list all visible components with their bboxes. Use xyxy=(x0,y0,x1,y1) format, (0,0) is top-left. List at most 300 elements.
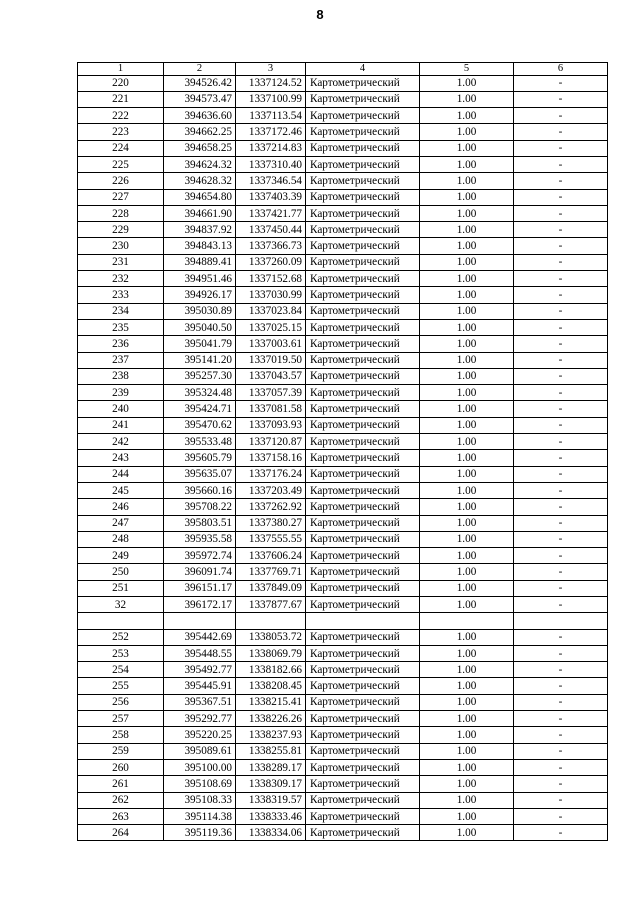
method-cell: Картометрический xyxy=(306,303,420,319)
description-cell: - xyxy=(514,385,608,401)
accuracy-cell: 1.00 xyxy=(420,222,514,238)
table-row xyxy=(78,694,608,710)
method-cell: Картометрический xyxy=(306,466,420,482)
accuracy-cell: 1.00 xyxy=(420,711,514,727)
header-cell-accuracy: 5 xyxy=(420,63,514,76)
x-coordinate-cell: 394636.60 xyxy=(164,108,236,124)
table-row xyxy=(78,417,608,433)
method-cell: Картометрический xyxy=(306,238,420,254)
x-coordinate-cell: 396091.74 xyxy=(164,564,236,580)
accuracy-cell: 1.00 xyxy=(420,75,514,91)
table-row xyxy=(78,450,608,466)
accuracy-cell: 1.00 xyxy=(420,303,514,319)
description-cell: - xyxy=(514,808,608,824)
table-row xyxy=(78,482,608,498)
accuracy-cell: 1.00 xyxy=(420,385,514,401)
x-coordinate-cell: 395445.91 xyxy=(164,678,236,694)
method-cell: Картометрический xyxy=(306,205,420,221)
description-cell: - xyxy=(514,515,608,531)
y-coordinate-cell: 1337262.92 xyxy=(236,499,306,515)
method-cell: Картометрический xyxy=(306,352,420,368)
table-row xyxy=(78,385,608,401)
accuracy-cell: 1.00 xyxy=(420,91,514,107)
method-cell: Картометрический xyxy=(306,140,420,156)
description-cell: - xyxy=(514,319,608,335)
method-cell: Картометрический xyxy=(306,597,420,613)
point-number-cell: 253 xyxy=(78,645,164,661)
y-coordinate-cell: 1338069.79 xyxy=(236,645,306,661)
point-number-cell: 227 xyxy=(78,189,164,205)
accuracy-cell: 1.00 xyxy=(420,238,514,254)
y-coordinate-cell: 1337877.67 xyxy=(236,597,306,613)
accuracy-cell: 1.00 xyxy=(420,108,514,124)
x-coordinate-cell: 394658.25 xyxy=(164,140,236,156)
point-number-cell: 252 xyxy=(78,629,164,645)
method-cell: Картометрический xyxy=(306,189,420,205)
x-coordinate-cell: 395108.69 xyxy=(164,776,236,792)
point-number-cell: 231 xyxy=(78,254,164,270)
point-number-cell: 235 xyxy=(78,319,164,335)
separator-cell xyxy=(420,613,514,629)
point-number-cell: 238 xyxy=(78,368,164,384)
point-number-cell: 245 xyxy=(78,482,164,498)
accuracy-cell: 1.00 xyxy=(420,140,514,156)
y-coordinate-cell: 1337403.39 xyxy=(236,189,306,205)
table-row xyxy=(78,759,608,775)
description-cell: - xyxy=(514,694,608,710)
table-row xyxy=(78,434,608,450)
x-coordinate-cell: 395660.16 xyxy=(164,482,236,498)
method-cell: Картометрический xyxy=(306,629,420,645)
y-coordinate-cell: 1337023.84 xyxy=(236,303,306,319)
accuracy-cell: 1.00 xyxy=(420,580,514,596)
y-coordinate-cell: 1338226.26 xyxy=(236,711,306,727)
method-cell: Картометрический xyxy=(306,173,420,189)
y-coordinate-cell: 1337421.77 xyxy=(236,205,306,221)
y-coordinate-cell: 1338255.81 xyxy=(236,743,306,759)
table-row xyxy=(78,91,608,107)
coordinates-table-body xyxy=(78,63,608,841)
description-cell: - xyxy=(514,254,608,270)
point-number-cell: 32 xyxy=(78,597,164,613)
table-row xyxy=(78,222,608,238)
point-number-cell: 255 xyxy=(78,678,164,694)
description-cell: - xyxy=(514,368,608,384)
description-cell: - xyxy=(514,352,608,368)
accuracy-cell: 1.00 xyxy=(420,662,514,678)
method-cell: Картометрический xyxy=(306,548,420,564)
y-coordinate-cell: 1337152.68 xyxy=(236,271,306,287)
y-coordinate-cell: 1337260.09 xyxy=(236,254,306,270)
method-cell: Картометрический xyxy=(306,743,420,759)
accuracy-cell: 1.00 xyxy=(420,727,514,743)
y-coordinate-cell: 1337030.99 xyxy=(236,287,306,303)
point-number-cell: 261 xyxy=(78,776,164,792)
description-cell: - xyxy=(514,776,608,792)
table-row xyxy=(78,662,608,678)
method-cell: Картометрический xyxy=(306,368,420,384)
table-row xyxy=(78,352,608,368)
method-cell: Картометрический xyxy=(306,515,420,531)
header-cell-method: 4 xyxy=(306,63,420,76)
accuracy-cell: 1.00 xyxy=(420,531,514,547)
method-cell: Картометрический xyxy=(306,336,420,352)
description-cell: - xyxy=(514,466,608,482)
method-cell: Картометрический xyxy=(306,450,420,466)
accuracy-cell: 1.00 xyxy=(420,515,514,531)
accuracy-cell: 1.00 xyxy=(420,678,514,694)
description-cell: - xyxy=(514,303,608,319)
y-coordinate-cell: 1337124.52 xyxy=(236,75,306,91)
method-cell: Картометрический xyxy=(306,222,420,238)
point-number-cell: 247 xyxy=(78,515,164,531)
x-coordinate-cell: 395089.61 xyxy=(164,743,236,759)
method-cell: Картометрический xyxy=(306,645,420,661)
method-cell: Картометрический xyxy=(306,808,420,824)
y-coordinate-cell: 1337555.55 xyxy=(236,531,306,547)
coordinates-table xyxy=(77,62,608,841)
x-coordinate-cell: 394951.46 xyxy=(164,271,236,287)
y-coordinate-cell: 1337176.24 xyxy=(236,466,306,482)
accuracy-cell: 1.00 xyxy=(420,254,514,270)
y-coordinate-cell: 1337113.54 xyxy=(236,108,306,124)
table-row xyxy=(78,319,608,335)
table-row xyxy=(78,776,608,792)
separator-cell xyxy=(306,613,420,629)
description-cell: - xyxy=(514,678,608,694)
y-coordinate-cell: 1338333.46 xyxy=(236,808,306,824)
description-cell: - xyxy=(514,727,608,743)
point-number-cell: 240 xyxy=(78,401,164,417)
description-cell: - xyxy=(514,156,608,172)
x-coordinate-cell: 394837.92 xyxy=(164,222,236,238)
method-cell: Картометрический xyxy=(306,727,420,743)
table-row xyxy=(78,189,608,205)
table-row xyxy=(78,564,608,580)
description-cell: - xyxy=(514,759,608,775)
point-number-cell: 228 xyxy=(78,205,164,221)
description-cell: - xyxy=(514,108,608,124)
accuracy-cell: 1.00 xyxy=(420,450,514,466)
y-coordinate-cell: 1338237.93 xyxy=(236,727,306,743)
x-coordinate-cell: 395470.62 xyxy=(164,417,236,433)
point-number-cell: 239 xyxy=(78,385,164,401)
table-row xyxy=(78,271,608,287)
accuracy-cell: 1.00 xyxy=(420,352,514,368)
description-cell: - xyxy=(514,662,608,678)
y-coordinate-cell: 1337310.40 xyxy=(236,156,306,172)
point-number-cell: 233 xyxy=(78,287,164,303)
y-coordinate-cell: 1337043.57 xyxy=(236,368,306,384)
method-cell: Картометрический xyxy=(306,271,420,287)
point-number-cell: 224 xyxy=(78,140,164,156)
x-coordinate-cell: 394661.90 xyxy=(164,205,236,221)
description-cell: - xyxy=(514,401,608,417)
point-number-cell: 242 xyxy=(78,434,164,450)
point-number-cell: 262 xyxy=(78,792,164,808)
y-coordinate-cell: 1337450.44 xyxy=(236,222,306,238)
point-number-cell: 249 xyxy=(78,548,164,564)
accuracy-cell: 1.00 xyxy=(420,597,514,613)
y-coordinate-cell: 1337380.27 xyxy=(236,515,306,531)
accuracy-cell: 1.00 xyxy=(420,156,514,172)
method-cell: Картометрический xyxy=(306,825,420,841)
method-cell: Картометрический xyxy=(306,319,420,335)
accuracy-cell: 1.00 xyxy=(420,401,514,417)
point-number-cell: 241 xyxy=(78,417,164,433)
accuracy-cell: 1.00 xyxy=(420,825,514,841)
y-coordinate-cell: 1337214.83 xyxy=(236,140,306,156)
y-coordinate-cell: 1338289.17 xyxy=(236,759,306,775)
table-row xyxy=(78,173,608,189)
method-cell: Картометрический xyxy=(306,254,420,270)
description-cell: - xyxy=(514,548,608,564)
method-cell: Картометрический xyxy=(306,401,420,417)
accuracy-cell: 1.00 xyxy=(420,319,514,335)
method-cell: Картометрический xyxy=(306,580,420,596)
description-cell: - xyxy=(514,75,608,91)
method-cell: Картометрический xyxy=(306,91,420,107)
accuracy-cell: 1.00 xyxy=(420,482,514,498)
table-row xyxy=(78,238,608,254)
description-cell: - xyxy=(514,711,608,727)
method-cell: Картометрический xyxy=(306,694,420,710)
point-number-cell: 220 xyxy=(78,75,164,91)
y-coordinate-cell: 1337100.99 xyxy=(236,91,306,107)
x-coordinate-cell: 396151.17 xyxy=(164,580,236,596)
method-cell: Картометрический xyxy=(306,759,420,775)
description-cell: - xyxy=(514,499,608,515)
x-coordinate-cell: 394624.32 xyxy=(164,156,236,172)
x-coordinate-cell: 394628.32 xyxy=(164,173,236,189)
table-row xyxy=(78,254,608,270)
accuracy-cell: 1.00 xyxy=(420,808,514,824)
separator-cell xyxy=(164,613,236,629)
point-number-cell: 260 xyxy=(78,759,164,775)
x-coordinate-cell: 395605.79 xyxy=(164,450,236,466)
point-number-cell: 251 xyxy=(78,580,164,596)
method-cell: Картометрический xyxy=(306,417,420,433)
x-coordinate-cell: 395448.55 xyxy=(164,645,236,661)
description-cell: - xyxy=(514,482,608,498)
accuracy-cell: 1.00 xyxy=(420,792,514,808)
x-coordinate-cell: 395041.79 xyxy=(164,336,236,352)
accuracy-cell: 1.00 xyxy=(420,564,514,580)
x-coordinate-cell: 395492.77 xyxy=(164,662,236,678)
description-cell: - xyxy=(514,124,608,140)
description-cell: - xyxy=(514,91,608,107)
point-number-cell: 232 xyxy=(78,271,164,287)
point-number-cell: 237 xyxy=(78,352,164,368)
description-cell: - xyxy=(514,580,608,596)
point-number-cell: 225 xyxy=(78,156,164,172)
table-row xyxy=(78,515,608,531)
accuracy-cell: 1.00 xyxy=(420,466,514,482)
x-coordinate-cell: 395424.71 xyxy=(164,401,236,417)
x-coordinate-cell: 395257.30 xyxy=(164,368,236,384)
x-coordinate-cell: 395935.58 xyxy=(164,531,236,547)
accuracy-cell: 1.00 xyxy=(420,434,514,450)
point-number-cell: 234 xyxy=(78,303,164,319)
method-cell: Картометрический xyxy=(306,287,420,303)
table-row xyxy=(78,401,608,417)
accuracy-cell: 1.00 xyxy=(420,189,514,205)
table-row xyxy=(78,336,608,352)
description-cell: - xyxy=(514,238,608,254)
x-coordinate-cell: 395803.51 xyxy=(164,515,236,531)
x-coordinate-cell: 395119.36 xyxy=(164,825,236,841)
description-cell: - xyxy=(514,564,608,580)
point-number-cell: 243 xyxy=(78,450,164,466)
method-cell: Картометрический xyxy=(306,385,420,401)
y-coordinate-cell: 1337081.58 xyxy=(236,401,306,417)
point-number-cell: 221 xyxy=(78,91,164,107)
table-row xyxy=(78,597,608,613)
x-coordinate-cell: 395533.48 xyxy=(164,434,236,450)
x-coordinate-cell: 395100.00 xyxy=(164,759,236,775)
table-row xyxy=(78,743,608,759)
point-number-cell: 248 xyxy=(78,531,164,547)
x-coordinate-cell: 395292.77 xyxy=(164,711,236,727)
x-coordinate-cell: 394889.41 xyxy=(164,254,236,270)
method-cell: Картометрический xyxy=(306,124,420,140)
y-coordinate-cell: 1337606.24 xyxy=(236,548,306,564)
y-coordinate-cell: 1337120.87 xyxy=(236,434,306,450)
description-cell: - xyxy=(514,825,608,841)
y-coordinate-cell: 1337158.16 xyxy=(236,450,306,466)
y-coordinate-cell: 1337849.09 xyxy=(236,580,306,596)
y-coordinate-cell: 1337093.93 xyxy=(236,417,306,433)
separator-cell xyxy=(236,613,306,629)
description-cell: - xyxy=(514,189,608,205)
table-row xyxy=(78,287,608,303)
x-coordinate-cell: 394654.80 xyxy=(164,189,236,205)
y-coordinate-cell: 1337366.73 xyxy=(236,238,306,254)
accuracy-cell: 1.00 xyxy=(420,368,514,384)
method-cell: Картометрический xyxy=(306,792,420,808)
separator-cell xyxy=(514,613,608,629)
description-cell: - xyxy=(514,531,608,547)
table-row xyxy=(78,75,608,91)
header-cell-x: 2 xyxy=(164,63,236,76)
accuracy-cell: 1.00 xyxy=(420,629,514,645)
table-row xyxy=(78,792,608,808)
x-coordinate-cell: 395324.48 xyxy=(164,385,236,401)
x-coordinate-cell: 394573.47 xyxy=(164,91,236,107)
method-cell: Картометрический xyxy=(306,75,420,91)
x-coordinate-cell: 395972.74 xyxy=(164,548,236,564)
point-number-cell: 222 xyxy=(78,108,164,124)
point-number-cell: 250 xyxy=(78,564,164,580)
method-cell: Картометрический xyxy=(306,482,420,498)
method-cell: Картометрический xyxy=(306,662,420,678)
method-cell: Картометрический xyxy=(306,776,420,792)
point-number-cell: 226 xyxy=(78,173,164,189)
y-coordinate-cell: 1338319.57 xyxy=(236,792,306,808)
description-cell: - xyxy=(514,417,608,433)
accuracy-cell: 1.00 xyxy=(420,417,514,433)
x-coordinate-cell: 395030.89 xyxy=(164,303,236,319)
x-coordinate-cell: 394926.17 xyxy=(164,287,236,303)
x-coordinate-cell: 395442.69 xyxy=(164,629,236,645)
point-number-cell: 259 xyxy=(78,743,164,759)
y-coordinate-cell: 1337019.50 xyxy=(236,352,306,368)
y-coordinate-cell: 1338309.17 xyxy=(236,776,306,792)
description-cell: - xyxy=(514,336,608,352)
point-number-cell: 254 xyxy=(78,662,164,678)
y-coordinate-cell: 1337346.54 xyxy=(236,173,306,189)
description-cell: - xyxy=(514,792,608,808)
table-row xyxy=(78,727,608,743)
accuracy-cell: 1.00 xyxy=(420,271,514,287)
y-coordinate-cell: 1337769.71 xyxy=(236,564,306,580)
y-coordinate-cell: 1337203.49 xyxy=(236,482,306,498)
y-coordinate-cell: 1337057.39 xyxy=(236,385,306,401)
x-coordinate-cell: 394526.42 xyxy=(164,75,236,91)
table-row xyxy=(78,629,608,645)
x-coordinate-cell: 394843.13 xyxy=(164,238,236,254)
accuracy-cell: 1.00 xyxy=(420,776,514,792)
table-row xyxy=(78,205,608,221)
table-row xyxy=(78,368,608,384)
table-row xyxy=(78,548,608,564)
accuracy-cell: 1.00 xyxy=(420,694,514,710)
y-coordinate-cell: 1338053.72 xyxy=(236,629,306,645)
y-coordinate-cell: 1338182.66 xyxy=(236,662,306,678)
method-cell: Картометрический xyxy=(306,531,420,547)
header-cell-point: 1 xyxy=(78,63,164,76)
point-number-cell: 223 xyxy=(78,124,164,140)
point-number-cell: 230 xyxy=(78,238,164,254)
accuracy-cell: 1.00 xyxy=(420,499,514,515)
x-coordinate-cell: 395220.25 xyxy=(164,727,236,743)
x-coordinate-cell: 394662.25 xyxy=(164,124,236,140)
description-cell: - xyxy=(514,271,608,287)
table-row xyxy=(78,140,608,156)
description-cell: - xyxy=(514,450,608,466)
description-cell: - xyxy=(514,205,608,221)
point-number-cell: 236 xyxy=(78,336,164,352)
point-number-cell: 263 xyxy=(78,808,164,824)
description-cell: - xyxy=(514,434,608,450)
table-row xyxy=(78,808,608,824)
point-number-cell: 264 xyxy=(78,825,164,841)
x-coordinate-cell: 395367.51 xyxy=(164,694,236,710)
description-cell: - xyxy=(514,287,608,303)
table-row xyxy=(78,678,608,694)
method-cell: Картометрический xyxy=(306,711,420,727)
point-number-cell: 229 xyxy=(78,222,164,238)
y-coordinate-cell: 1337003.61 xyxy=(236,336,306,352)
point-number-cell: 257 xyxy=(78,711,164,727)
x-coordinate-cell: 395141.20 xyxy=(164,352,236,368)
method-cell: Картометрический xyxy=(306,434,420,450)
x-coordinate-cell: 395108.33 xyxy=(164,792,236,808)
table-row xyxy=(78,580,608,596)
x-coordinate-cell: 395040.50 xyxy=(164,319,236,335)
x-coordinate-cell: 396172.17 xyxy=(164,597,236,613)
method-cell: Картометрический xyxy=(306,564,420,580)
section-separator-row xyxy=(78,613,608,629)
table-row xyxy=(78,645,608,661)
header-cell-y: 3 xyxy=(236,63,306,76)
table-row xyxy=(78,303,608,319)
table-row xyxy=(78,825,608,841)
table-row xyxy=(78,124,608,140)
method-cell: Картометрический xyxy=(306,499,420,515)
y-coordinate-cell: 1337025.15 xyxy=(236,319,306,335)
y-coordinate-cell: 1337172.46 xyxy=(236,124,306,140)
